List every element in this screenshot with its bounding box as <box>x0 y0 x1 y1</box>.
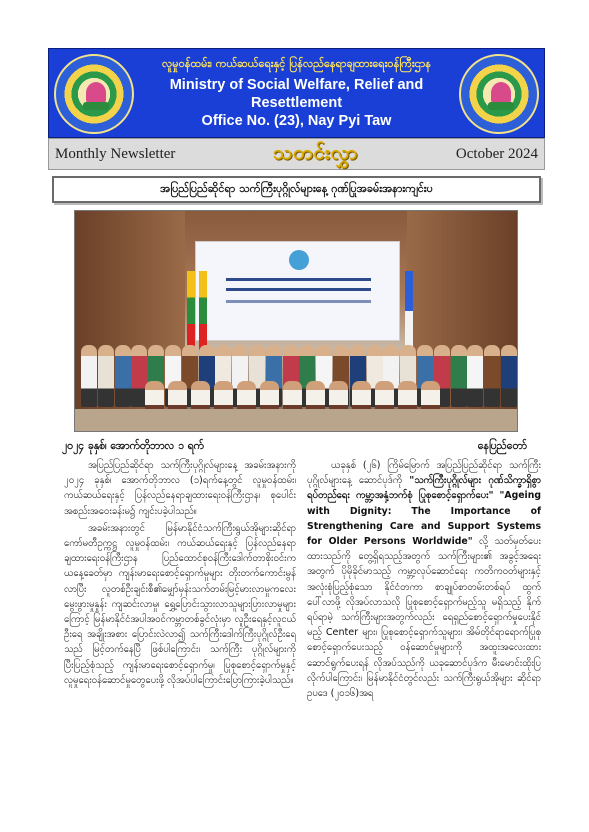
standing-person <box>451 345 467 407</box>
body-paragraph: အပြည်ပြည်ဆိုင်ရာ သက်ကြီးပုဂ္ဂိုလ်များနေ့ အခမ်းအနားကို ၂၀၂၄ ခုနှစ်၊ အောက်တိုဘာလ (၁)ရက်နေ့တွင် လူမှုဝန်ထမ်း၊ ကယ်ဆယ်ရေးနှင့် ပြန်လည်နေရာချထားရေးဝန်ကြီးဌာန၊ စုပေါင်း အစည်းအဝေးခန်းမ၌ ကျင်းပခဲ့ပါသည်။ <box>64 460 296 517</box>
standing-person <box>501 345 517 407</box>
issue-month: October 2024 <box>455 145 538 162</box>
projection-screen <box>195 241 400 341</box>
masthead-title: သတင်းလွှာ <box>272 140 359 164</box>
seal-ribbon-icon <box>83 102 109 110</box>
standing-person <box>467 345 483 407</box>
article-date: ၂၀၂၄ ခုနှစ်၊ အောက်တိုဘာလ ၁ ရက် <box>62 440 204 452</box>
header-titles <box>139 57 454 130</box>
floor <box>75 409 517 431</box>
office-title-en: Office No. (23), Nay Pyi Taw <box>201 113 392 129</box>
body-paragraph: အခမ်းအနားတွင် မြန်မာနိုင်ငံသက်ကြီးရွယ်အိုများဆိုင်ရာ ကော်မတီဥက္ကဋ္ဌ လူမှုဝန်ထမ်း၊ ကယ်ဆယ်ရေးနှင့် ပြန်လည်နေရာချထားရေးဝန်ကြီးဌာန ပြည်ထောင်စုဝန်ကြီးဒေါက်တာစိုးဝင်းက ယနေ့ခေတ်မှာ ကျန်းမာရေးစောင့်ရှောက်မှုများ တိုးတက်ကောင်းမွန်လာပြီး လူတစ်ဦးချင်းစီ၏မျှော်မှန်းသက်တမ်းမြင့်မားလာမှုကလေးမွေးဖွားမှုနှုန်း ကျဆင်းလာမှု၊ ရွှေ့ပြောင်းသွားလာသူများပြားလာမှုများကြောင့် မြန်မာနိုင်ငံအပါအဝင်ကမ္ဘာတစ်ခွင်လုံးမှာ လူဦးရေနှင့်လူငယ်ဦးရေ အချိုးအစား ပြောင်းလဲလာ၍ သက်ကြီးဒေါက်ကြီးပုဂ္ဂိုလ်ဦးရေသည် မြင့်တက်နေပြီ ဖြစ်ပါကြောင်း၊ သက်ကြီး ပုဂ္ဂိုလ်များကို ပြီးပြည့်စုံသည့် ကျန်းမာရေးစောင့်ရှောက်မှု၊ ပြုစုစောင့်ရှောက်မှုနှင့်လူမှုရေးဝန်ဆောင်မှုတွေပေးဖို့ လိုအပ်ပါကြောင်းပြောကြားခဲ့ပါသည်။ <box>64 522 296 686</box>
lotus-emblem-icon <box>491 82 511 104</box>
standing-person <box>98 345 114 407</box>
standing-person <box>115 345 131 407</box>
screen-logo-icon <box>289 250 309 270</box>
paragraph-text: ယခုနှစ် (၂၆) ကြိမ်မြောက် အပြည်ပြည်ဆိုင်ရာ သက်ကြီးပုဂ္ဂိုလ်များနေ့ ဆောင်ပုဒ်ကို <box>307 460 541 487</box>
paragraph-text: လို့ သတ်မှတ်ပေးထားသည်ကို တွေ့ရှိရသည့်အတွက် သက်ကြီးများ၏ အခွင့်အရေးအတွက် ပိုမိုခိုင်မာသည့် ကမ္ဘာ့လုပ်ဆောင်ရေး ကတိကဝတ်များနှင့် အလုံးစုံပြည့်စုံသော နိုင်ငံတကာ စာချုပ်စာတမ်းတစ်ရပ် ထွက်ပေါ်လာဖို့ လိုအပ်လာသလို ပြုစုစောင့်ရှောက်မည့်သူ မရှိသည့် နိုက်ရပ်ရာမဲ့ သက်ကြီးများအတွက်လည်း ရေရှည်စောင့်ရှောက်မှုပေးနိုင်မည့် Center များ၊ ပြုစုစောင့်ရှောက်သူများ၊ အိမ်တိုင်ရာရောက်ပြုစုစောင့်ရှောက်ပေးသည့် ဝန်ဆောင်မှုများကို အထူးအလေးထားဆောင်ရွက်ပေးရန် လိုအပ်သည်ကို ယခုဆောင်ပုဒ်က မီးမောင်းထိုးပြလိုက်ပါကြောင်း၊ မြန်မာနိုင်ငံတွင်လည်း သက်ကြီးရွယ်အိုများ ဆိုင်ရာဥပဒေ (၂၀၁၆)အရ <box>307 536 541 700</box>
dateline <box>62 440 527 456</box>
theme-my: "သက်ကြီးပုဂ္ဂိုလ်များ ဂုဏ်သိက္ခာရှိစွာရပ်တည်ရေး ကမ္ဘာ့အနှံ့ဘက်စုံ ပြုစုစောင့်ရှောက်ပေး" <box>307 475 541 502</box>
body-paragraph <box>307 458 541 701</box>
ministry-title-en: Ministry of Social Welfare, Relief and Resettlement <box>169 77 424 111</box>
standing-person <box>484 345 500 407</box>
body-column-right <box>307 458 541 703</box>
screen-text-line <box>226 288 371 291</box>
screen-text-line <box>226 300 371 303</box>
ministry-seal-icon <box>459 54 539 134</box>
standing-person <box>81 345 97 407</box>
ministry-seal-icon <box>54 54 134 134</box>
ministry-title-my: လူမှုဝန်ထမ်း၊ ကယ်ဆယ်ရေးနှင့် ပြန်လည်နေရာချထားရေးဝန်ကြီးဌာန <box>161 57 432 70</box>
seal-ribbon-icon <box>488 102 514 110</box>
ministry-flag-icon <box>405 271 413 351</box>
newsletter-strip <box>48 138 545 170</box>
body-column-left <box>64 458 296 690</box>
screen-text-line <box>226 278 371 281</box>
national-flag-icon <box>187 271 195 351</box>
lotus-emblem-icon <box>86 82 106 104</box>
article-headline: အပြည်ပြည်ဆိုင်ရာ သက်ကြီးပုဂ္ဂိုလ်များနေ့ ဂုဏ်ပြုအခမ်းအနားကျင်းပ <box>52 176 541 203</box>
group-photo-image <box>74 210 518 432</box>
national-flag-icon <box>199 271 207 351</box>
theme-en: "Ageing with Dignity: The Importance of Strengthening Care and Support Systems for Older Persons Worldwide" <box>307 490 541 548</box>
newsletter-label: Monthly Newsletter <box>55 145 176 162</box>
article-place: နေပြည်တော် <box>477 440 527 452</box>
header-banner <box>48 48 545 138</box>
